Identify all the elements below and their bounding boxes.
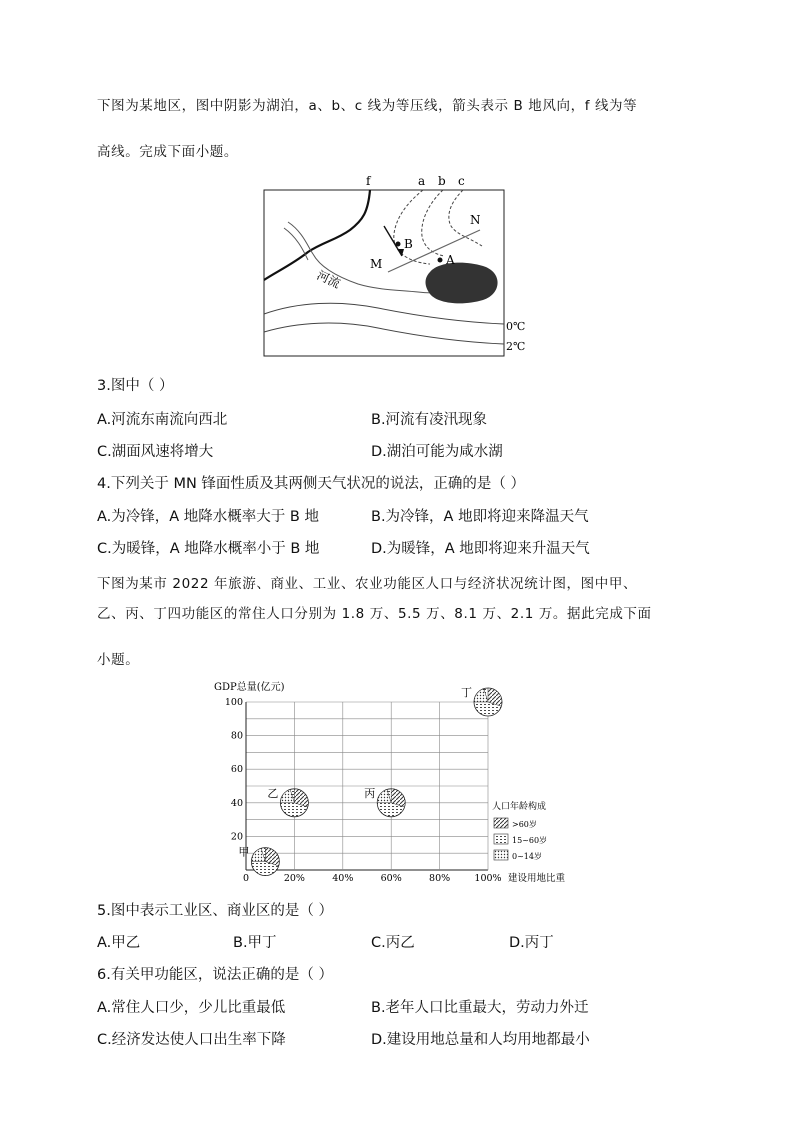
y-tick-label: 80	[230, 730, 243, 742]
q3-option-d[interactable]: D.湖泊可能为咸水湖	[371, 444, 503, 460]
label-N: N	[470, 213, 481, 227]
q6-option-a[interactable]: A.常住人口少，少儿比重最低	[97, 1000, 286, 1016]
label-f: f	[366, 174, 371, 188]
q4-option-b[interactable]: B.为冷锋，A 地即将迎来降温天气	[371, 509, 589, 525]
label-b: b	[438, 174, 446, 188]
passage1-line1: 下图为某地区，图中阴影为湖泊，a、b、c 线为等压线，箭头表示 B 地风向，f 线为等	[97, 98, 638, 114]
legend-swatch-young	[494, 850, 508, 860]
weather-map	[258, 172, 538, 358]
y-axis-label: GDP总量(亿元)	[214, 682, 285, 693]
label-c: c	[458, 174, 465, 188]
q6-option-b[interactable]: B.老年人口比重最大，劳动力外迁	[371, 1000, 589, 1016]
chart-points	[238, 686, 502, 876]
passage2-line3: 小题。	[97, 652, 140, 668]
data-point	[267, 787, 308, 817]
legend-title: 人口年龄构成	[492, 802, 547, 812]
legend-item-old: >60岁	[512, 820, 537, 829]
q5-option-a[interactable]: A.甲乙	[97, 935, 141, 951]
legend-item-mid: 15~60岁	[512, 836, 548, 845]
x-tick-label: 0	[242, 873, 250, 884]
point-label: 丙	[364, 786, 376, 800]
data-point	[238, 846, 279, 876]
q4-option-c[interactable]: C.为暖锋，A 地降水概率小于 B 地	[97, 541, 320, 557]
q6-option-d[interactable]: D.建设用地总量和人均用地都最小	[371, 1032, 590, 1048]
q4-option-d[interactable]: D.为暖锋，A 地即将迎来升温天气	[371, 541, 590, 557]
q4-option-a[interactable]: A.为冷锋，A 地降水概率大于 B 地	[97, 509, 319, 525]
q6-stem: 6.有关甲功能区，说法正确的是（ ）	[97, 967, 333, 983]
x-tick-label: 60%	[380, 873, 402, 884]
y-tick-label: 100	[224, 697, 243, 708]
label-B: B	[404, 237, 413, 251]
passage2-line2: 乙、丙、丁四功能区的常住人口分别为 1.8 万、5.5 万、8.1 万、2.1 万。据此完成下面	[97, 606, 652, 622]
x-tick-label: 100%	[474, 873, 502, 884]
x-tick-label: 40%	[332, 873, 354, 884]
legend-swatch-mid	[494, 834, 508, 844]
point-A	[438, 258, 443, 263]
legend-item-young: 0~14岁	[512, 852, 542, 861]
lake	[426, 263, 498, 304]
q3-option-c[interactable]: C.湖面风速将增大	[97, 444, 214, 460]
q3-option-a[interactable]: A.河流东南流向西北	[97, 412, 228, 428]
q6-option-c[interactable]: C.经济发达使人口出生率下降	[97, 1032, 286, 1048]
data-point	[461, 686, 502, 716]
population-economy-chart	[200, 676, 600, 888]
label-M: M	[370, 257, 383, 271]
isotherm-0-label: 0℃	[506, 320, 526, 333]
y-tick-label: 40	[230, 797, 243, 809]
river-label: 河流	[314, 268, 343, 291]
y-tick-label: 20	[230, 831, 243, 843]
passage1-line2: 高线。完成下面小题。	[97, 144, 238, 160]
passage2-line1: 下图为某市 2022 年旅游、商业、工业、农业功能区人口与经济状况统计图，图中甲、	[97, 576, 638, 592]
point-label: 丁	[461, 686, 472, 699]
x-tick-label: 80%	[429, 873, 451, 884]
isotherm-2-label: 2℃	[506, 340, 526, 353]
label-A: A	[446, 253, 455, 267]
point-B	[396, 242, 401, 247]
q3-stem: 3.图中（ ）	[97, 378, 174, 394]
point-label: 乙	[267, 786, 279, 800]
q5-option-c[interactable]: C.丙乙	[371, 935, 415, 951]
q5-stem: 5.图中表示工业区、商业区的是（ ）	[97, 903, 333, 919]
q4-stem: 4.下列关于 MN 锋面性质及其两侧天气状况的说法，正确的是（ ）	[97, 476, 526, 492]
chart-legend	[492, 800, 547, 861]
point-label: 甲	[238, 845, 250, 859]
q5-option-b[interactable]: B.甲丁	[233, 935, 277, 951]
x-tick-label: 20%	[283, 873, 305, 884]
label-a: a	[418, 174, 426, 188]
legend-swatch-old	[494, 818, 508, 828]
q3-option-b[interactable]: B.河流有凌汛现象	[371, 412, 488, 428]
y-tick-label: 60	[230, 764, 243, 776]
q5-option-d[interactable]: D.丙丁	[509, 935, 554, 951]
x-axis-label: 建设用地比重	[508, 873, 566, 884]
data-point	[364, 787, 405, 817]
